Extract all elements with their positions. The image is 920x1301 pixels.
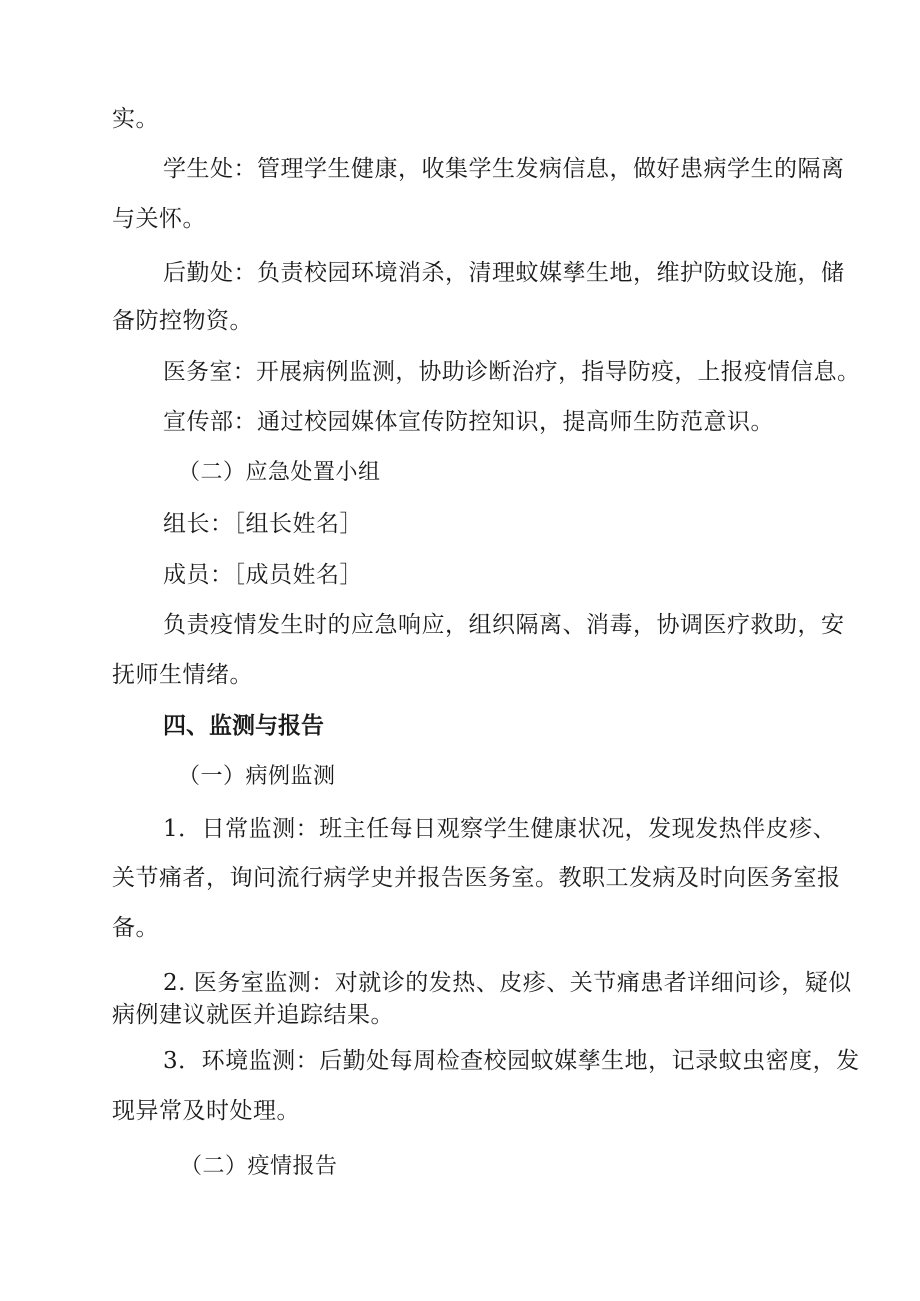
text-line: 组长：［组长姓名］ [163, 511, 363, 537]
text-line: 2. 医务室监测：对就诊的发热、皮疹、关节痛患者详细问诊，疑似 [163, 970, 852, 996]
subsection-heading: （二）疫情报告 [180, 1154, 338, 1179]
text-line: 成员：［成员姓名］ [163, 562, 363, 588]
text-line: 备。 [112, 915, 159, 941]
text-line: 宣传部：通过校园媒体宣传防控知识，提高师生防范意识。 [163, 409, 774, 435]
text-line: 现异常及时处理。 [112, 1098, 300, 1124]
text-line: 负责疫情发生时的应急响应，组织隔离、消毒，协调医疗救助，安 [163, 612, 845, 638]
section-heading: 四、监测与报告 [163, 713, 324, 739]
subsection-heading: （一）病例监测 [178, 764, 336, 789]
text-line: 实。 [112, 106, 159, 132]
text-line: 关节痛者，询问流行病学史并报告医务室。教职工发病及时向医务室报 [112, 865, 841, 891]
text-line: 病例建议就医并追踪结果。 [112, 1002, 394, 1028]
text-line: 1．日常监测：班主任每日观察学生健康状况，发现发热伴皮疹、 [163, 816, 837, 842]
text-line: 学生处：管理学生健康，收集学生发病信息，做好患病学生的隔离 [163, 156, 845, 182]
text-line: 备防控物资。 [112, 308, 253, 334]
subsection-heading: （二）应急处置小组 [178, 460, 381, 485]
text-line: 后勤处：负责校园环境消杀，清理蚊媒孳生地，维护防蚊设施，储 [163, 260, 845, 286]
text-line: 3．环境监测：后勤处每周检查校园蚊媒孳生地，记录蚊虫密度，发 [163, 1048, 860, 1074]
text-line: 医务室：开展病例监测，协助诊断治疗，指导防疫，上报疫情信息。 [163, 359, 861, 385]
text-line: 抚师生情绪。 [112, 662, 253, 688]
text-line: 与关怀。 [112, 206, 206, 232]
